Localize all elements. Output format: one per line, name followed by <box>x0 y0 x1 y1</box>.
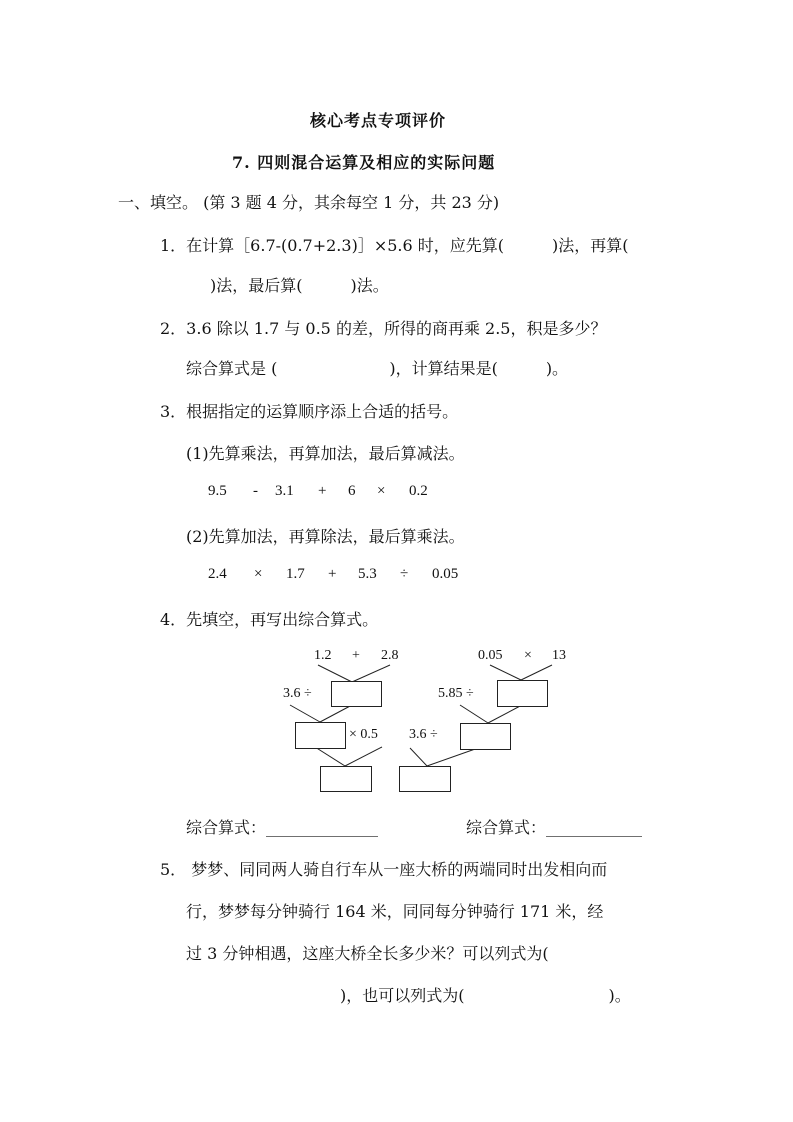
q2-line2: 综合算式是 ( )，计算结果是( )。 <box>186 359 569 378</box>
expr-term: 9.5 <box>208 483 227 499</box>
right-top-b: 13 <box>552 648 566 663</box>
q3-sub2-label: (2)先算加法，再算除法，最后算乘法。 <box>186 527 465 546</box>
q5-line4: )，也可以列式为( )。 <box>340 986 631 1005</box>
expr-operator: - <box>253 483 258 499</box>
q4-formula-left[interactable]: 综合算式：______________ <box>186 818 379 837</box>
right-mid-label: 5.85 ÷ <box>438 686 474 701</box>
tree-line <box>352 665 390 682</box>
tree-line <box>460 705 488 723</box>
expr-operator: × <box>377 483 386 499</box>
q5-line3: 过 3 分钟相遇，这座大桥全长多少米？可以列式为( <box>186 944 549 963</box>
tree-line <box>320 705 352 722</box>
right-bottom-label: 3.6 ÷ <box>409 727 438 742</box>
tree-line <box>290 705 320 722</box>
q3-prompt: 3．根据指定的运算顺序添上合适的括号。 <box>160 402 459 421</box>
expr-term: 2.4 <box>208 566 227 582</box>
tree-line <box>345 747 382 766</box>
section-heading: 一、填空。 (第 3 题 4 分，其余每空 1 分，共 23 分) <box>118 193 500 212</box>
right-top-op: × <box>524 648 532 663</box>
q4-formula-right[interactable]: 综合算式：____________ <box>466 818 643 837</box>
expr-operator: + <box>318 483 327 499</box>
right-top-a: 0.05 <box>478 648 503 663</box>
q5-line2: 行，梦梦每分钟骑行 164 米，同同每分钟骑行 171 米，经 <box>186 902 604 921</box>
q1-line1: 1．在计算［6.7-(0.7+2.3)］×5.6 时，应先算( )法，再算( <box>160 236 629 255</box>
right-answer-box-3[interactable] <box>399 766 451 792</box>
right-answer-box-2[interactable] <box>460 723 511 750</box>
tree-line <box>521 665 552 680</box>
expr-term: 3.1 <box>275 483 294 499</box>
tree-line <box>488 705 522 723</box>
q3-sub1-label: (1)先算乘法，再算加法，最后算减法。 <box>186 444 465 463</box>
expr-operator: ÷ <box>400 566 409 582</box>
left-answer-box-1[interactable] <box>331 681 382 707</box>
page-subtitle: 7. 四则混合运算及相应的实际问题 <box>232 153 496 172</box>
left-answer-box-2[interactable] <box>295 722 346 749</box>
q5-line1: 5． 梦梦、同同两人骑自行车从一座大桥的两端同时出发相向而 <box>160 860 608 879</box>
page-title: 核心考点专项评价 <box>310 111 447 130</box>
left-top-b: 2.8 <box>381 648 399 663</box>
tree-line <box>410 748 427 766</box>
left-top-a: 1.2 <box>314 648 332 663</box>
tree-line <box>315 747 345 766</box>
q2-line1: 2．3.6 除以 1.7 与 0.5 的差，所得的商再乘 2.5，积是多少？ <box>160 319 607 338</box>
right-answer-box-1[interactable] <box>497 680 548 707</box>
expr-term: 1.7 <box>286 566 305 582</box>
q4-prompt: 4．先填空，再写出综合算式。 <box>160 610 379 629</box>
left-mid-label: 3.6 ÷ <box>283 686 312 701</box>
expr-term: 0.2 <box>409 483 428 499</box>
q1-line2: )法，最后算( )法。 <box>210 276 389 295</box>
tree-line <box>318 665 352 682</box>
expr-term: 6 <box>348 483 356 499</box>
expr-operator: × <box>254 566 263 582</box>
tree-line <box>427 748 478 766</box>
left-bottom-op: × 0.5 <box>349 727 378 742</box>
left-top-op: + <box>352 648 360 663</box>
left-answer-box-3[interactable] <box>320 766 372 792</box>
expr-term: 5.3 <box>358 566 377 582</box>
expr-term: 0.05 <box>432 566 459 582</box>
expr-operator: + <box>328 566 337 582</box>
tree-line <box>490 665 521 680</box>
